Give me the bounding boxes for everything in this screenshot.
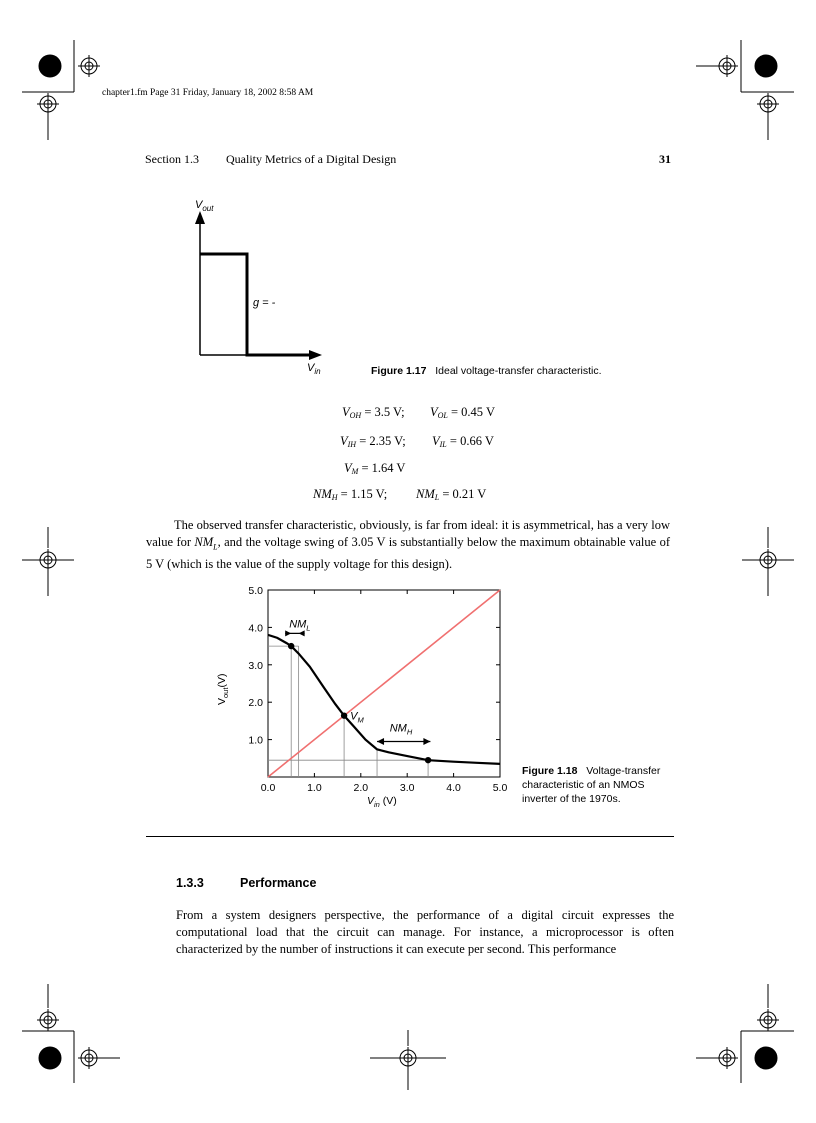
figure-1-18-caption: Figure 1.18 Voltage-transfer characteristic of an NMOS inverter of the 1970s. bbox=[522, 765, 661, 805]
page-number: 31 bbox=[659, 152, 671, 166]
y-tick-label: 5.0 bbox=[248, 585, 263, 597]
crosshair-target-icon bbox=[78, 55, 100, 77]
crosshair-target-icon bbox=[37, 1009, 59, 1031]
equation-vol: $V_{OL} = 0.45$ V bbox=[430, 405, 495, 420]
solid-registration-dot bbox=[755, 55, 777, 77]
crosshair-target-icon bbox=[78, 1047, 120, 1069]
nmh-arrowhead-left bbox=[377, 738, 384, 745]
fig17-x-label: $V_{in}$ bbox=[307, 362, 321, 377]
figure-1-17-caption: Figure 1.17 Ideal voltage-transfer characteristic. bbox=[371, 365, 602, 377]
figure-1-17-ideal-vtc bbox=[180, 205, 330, 375]
section-number: 1.3.3 bbox=[176, 876, 204, 890]
solid-registration-dot bbox=[39, 55, 61, 77]
crosshair-target-icon bbox=[37, 93, 59, 115]
crosshair-target-icon bbox=[22, 549, 74, 571]
running-header-title: Quality Metrics of a Digital Design bbox=[226, 152, 397, 166]
crosshair-target-icon bbox=[757, 1009, 779, 1031]
solid-registration-dot bbox=[39, 1047, 61, 1069]
x-tick-label: 5.0 bbox=[492, 782, 508, 794]
nml-label: $NM_L$ bbox=[289, 618, 311, 633]
data-point bbox=[288, 643, 294, 649]
crosshair-target-icon bbox=[716, 55, 738, 77]
figure-1-18-vtc-chart bbox=[220, 580, 520, 812]
x-tick-label: 2.0 bbox=[353, 782, 369, 794]
chart-x-axis-label: $V_{in}$ (V) bbox=[367, 795, 397, 810]
section-rule bbox=[146, 836, 674, 837]
vm-label: $V_M$ bbox=[350, 710, 364, 725]
equation-vil: $V_{IL} = 0.66$ V bbox=[432, 434, 494, 449]
equation-vm: $V_M = 1.64$ V bbox=[344, 461, 406, 476]
nml-arrowhead-left bbox=[285, 630, 291, 636]
y-tick-label: 1.0 bbox=[248, 734, 263, 747]
data-point bbox=[341, 712, 347, 718]
equation-nml: $NM_L = 0.21$ V bbox=[416, 487, 487, 502]
paragraph-transfer-characteristic: The observed transfer characteristic, obviously, is far from ideal: it is asymmetrical, has a very low value for $NM_L$, and the voltage swing of 3.05 V is substantially below the maximum obtainable value of 5 V (which is the value of the supply voltage for this design). bbox=[146, 518, 670, 571]
section-body-text: From a system designers perspective, the performance of a digital circuit expresses the computational load that the circuit can manage. For instance, a microprocessor is often characterized by the number of instructions it can execute per second. This performance bbox=[176, 908, 674, 956]
section-title: Performance bbox=[240, 876, 317, 890]
equation-vih: $V_{IH} = 2.35$ V; bbox=[340, 434, 406, 449]
x-tick-label: 0.0 bbox=[260, 782, 276, 794]
y-tick-label: 4.0 bbox=[248, 622, 263, 635]
crosshair-target-icon bbox=[742, 549, 794, 571]
x-tick-label: 4.0 bbox=[446, 782, 461, 794]
nml-arrowhead-right bbox=[299, 630, 305, 636]
x-tick-label: 3.0 bbox=[399, 782, 415, 794]
nmh-arrowhead-right bbox=[423, 738, 430, 745]
x-tick-label: 1.0 bbox=[307, 782, 322, 794]
crosshair-target-icon bbox=[370, 1047, 446, 1069]
solid-registration-dot bbox=[755, 1047, 777, 1069]
equation-nmh: $NM_H = 1.15$ V; bbox=[313, 487, 388, 502]
fig17-gain-label: g = - bbox=[253, 297, 276, 309]
print-slug: chapter1.fm Page 31 Friday, January 18, 2002 8:58 AM bbox=[102, 88, 314, 98]
chart-y-axis-label: $V_{out}(V)$ bbox=[216, 673, 231, 705]
y-tick-label: 3.0 bbox=[248, 659, 263, 672]
running-header-section: Section 1.3 bbox=[145, 152, 199, 166]
data-point bbox=[425, 757, 431, 763]
crosshair-target-icon bbox=[757, 93, 779, 115]
y-tick-label: 2.0 bbox=[248, 697, 263, 710]
fig17-y-label: $V_{out}$ bbox=[195, 199, 214, 214]
crosshair-target-icon bbox=[696, 1047, 738, 1069]
equation-voh: $V_{OH} = 3.5$ V; bbox=[342, 405, 405, 420]
nmh-label: $NM_H$ bbox=[389, 722, 413, 737]
